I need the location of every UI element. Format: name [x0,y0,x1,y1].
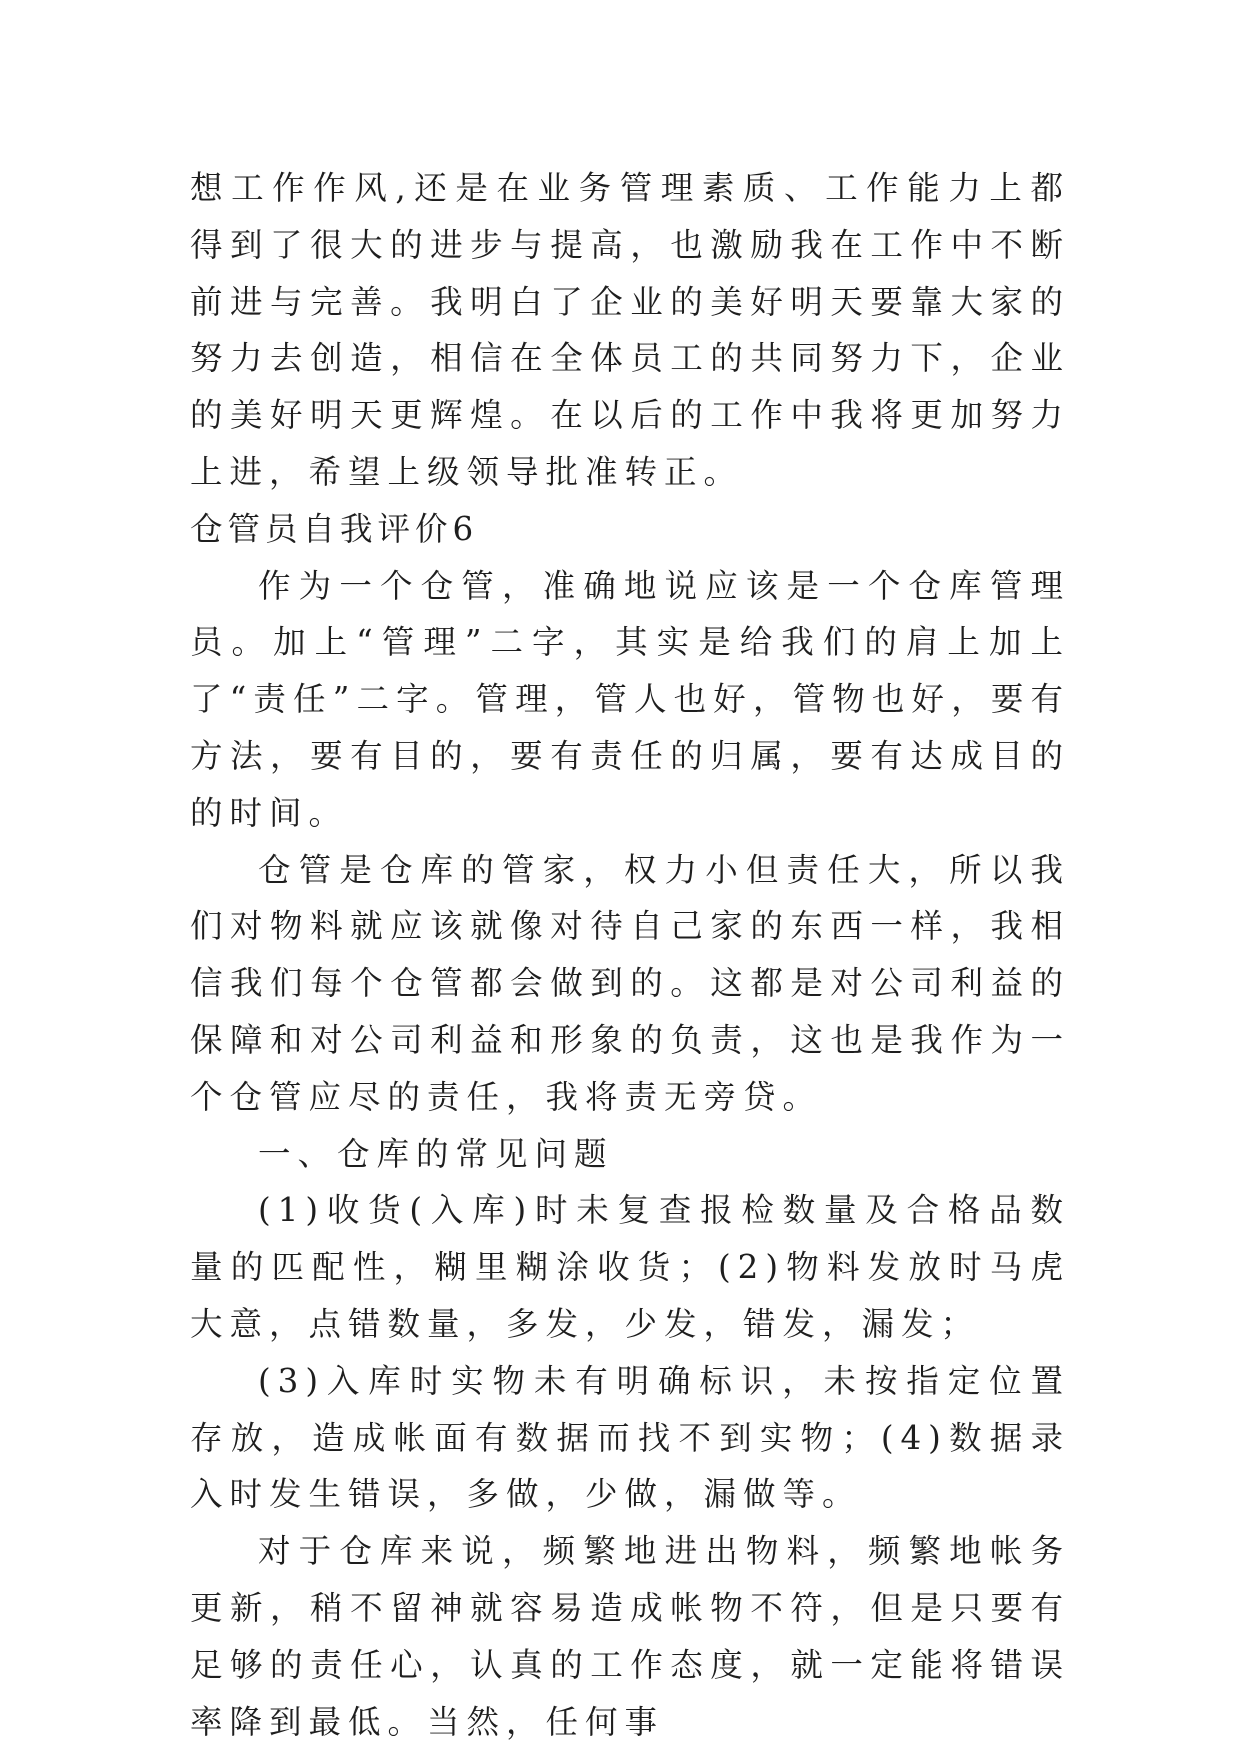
paragraph-problem-3-4: (3)入库时实物未有明确标识，未按指定位置存放，造成帐面有数据而找不到实物；(4)数据录入时发生错误，多做，少做，漏做等。 [190,1361,1070,1514]
paragraph-role-definition: 作为一个仓管，准确地说应该是一个仓库管理员。加上“管理”二字，其实是给我们的肩上加上了“责任”二字。管理，管人也好，管物也好，要有方法，要有目的，要有责任的归属，要有达成目的的时间。 [190,566,1070,832]
section-heading: 仓管员自我评价6 [190,509,479,548]
paragraph-continuation: 想工作作风,还是在业务管理素质、工作能力上都得到了很大的进步与提高，也激励我在工作中不断前进与完善。我明白了企业的美好明天要靠大家的努力去创造，相信在全体员工的共同努力下，企业的美好明天更辉煌。在以后的工作中我将更加努力上进，希望上级领导批准转正。 [190,169,1070,491]
paragraph-conclusion: 对于仓库来说，频繁地进出物料，频繁地帐务更新，稍不留神就容易造成帐物不符，但是只要有足够的责任心，认真的工作态度，就一定能将错误率降到最低。当然，任何事 [190,1532,1070,1741]
paragraph-problem-1-2: (1)收货(入库)时未复查报检数量及合格品数量的匹配性，糊里糊涂收货；(2)物料发放时马虎大意，点错数量，多发，少发，错发，漏发； [190,1191,1070,1343]
paragraph-responsibility: 仓管是仓库的管家，权力小但责任大，所以我们对物料就应该就像对待自己家的东西一样，我相信我们每个仓管都会做到的。这都是对公司利益的保障和对公司利益和形象的负责，这也是我作为一个仓管应尽的责任，我将责无旁贷。 [190,850,1070,1116]
subsection-heading: 一、仓库的常见问题 [258,1134,614,1173]
document-body [190,160,1070,1750]
